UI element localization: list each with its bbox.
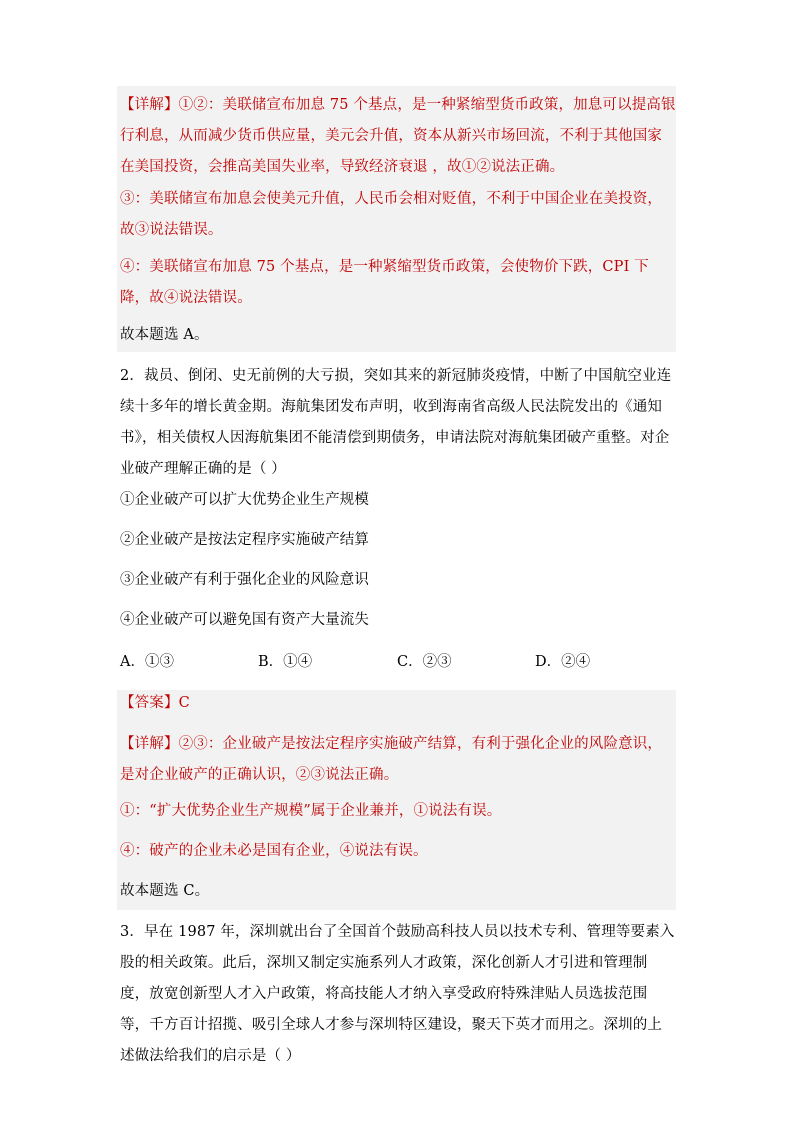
q2-statement-2: ②企业破产是按法定程序实施破产结算	[120, 532, 370, 548]
q2-analysis-p3: ④：破产的企业未必是国有企业，④说法有误。	[120, 843, 428, 859]
q1-conclusion: 故本题选 A。	[120, 327, 209, 343]
q1-analysis-text-1: ①②：美联储宣布加息 75 个基点，是一种紧缩型货币政策，加息可以提高银行利息，从而减少货币供应量，美元会升值，资本从新兴市场回流，不利于其他国家在美国投资，会推高美国失业率，导致经济衰退 ，故①②说法正确。	[120, 97, 676, 175]
q1-analysis-p2: ③：美联储宣布加息会使美元升值，人民币会相对贬值，不利于中国企业在美投资，故③说法错误。	[120, 191, 663, 238]
q2-statement-4: ④企业破产可以避免国有资产大量流失	[120, 612, 370, 628]
q2-option-c: C．②③	[397, 654, 452, 670]
q2-answer	[120, 688, 676, 719]
q3-stem: 3．早在 1987 年，深圳就出台了全国首个鼓励高科技人员以技术专利、管理等要素入股的相关政策。此后，深圳又制定实施系列人才政策，深化创新人才引进和管理制度，放宽创新型人才入户政策，将高技能人才纳入享受政府特殊津贴人员选拔范围等，千方百计招揽、吸引全球人才参与深圳特区建设，聚天下英才而用之。深圳的上述做法给我们的启示是（ ）	[120, 924, 675, 1064]
q2-answer-tag: 【答案】	[120, 695, 179, 711]
q1-analysis-p3: ④：美联储宣布加息 75 个基点，是一种紧缩型货币政策，会使物价下跌，CPI 下降，故④说法错误。	[120, 259, 649, 306]
q2-option-b: B．①④	[258, 654, 313, 670]
q2-options	[120, 648, 676, 676]
q2-option-a: A．①③	[120, 654, 174, 670]
q2-analysis-text-1: ②③：企业破产是按法定程序实施破产结算，有利于强化企业的风险意识，是对企业破产的正确认识，②③说法正确。	[120, 736, 663, 783]
q2-analysis-p2: ①：“扩大优势企业生产规模”属于企业兼并，①说法有误。	[120, 803, 502, 819]
q2-analysis-p1	[120, 729, 676, 791]
q2-statement-1: ①企业破产可以扩大优势企业生产规模	[120, 492, 370, 508]
q2-conclusion: 故本题选 C。	[120, 883, 210, 899]
q1-analysis-p1	[120, 90, 676, 183]
q2-answer-value: C	[178, 695, 190, 711]
q2-option-d: D．②④	[535, 654, 591, 670]
q2-analysis-tag: 【详解】	[120, 736, 179, 752]
q1-analysis-tag: 【详解】	[120, 97, 179, 113]
q2-statement-3: ③企业破产有利于强化企业的风险意识	[120, 572, 370, 588]
q2-stem: 2．裁员、倒闭、史无前例的大亏损，突如其来的新冠肺炎疫情，中断了中国航空业连续十多年的增长黄金期。海航集团发布声明，收到海南省高级人民法院发出的《通知书》，相关债权人因海航集团不能清偿到期债务，申请法院对海航集团破产重整。对企业破产理解正确的是（ ）	[120, 368, 672, 477]
